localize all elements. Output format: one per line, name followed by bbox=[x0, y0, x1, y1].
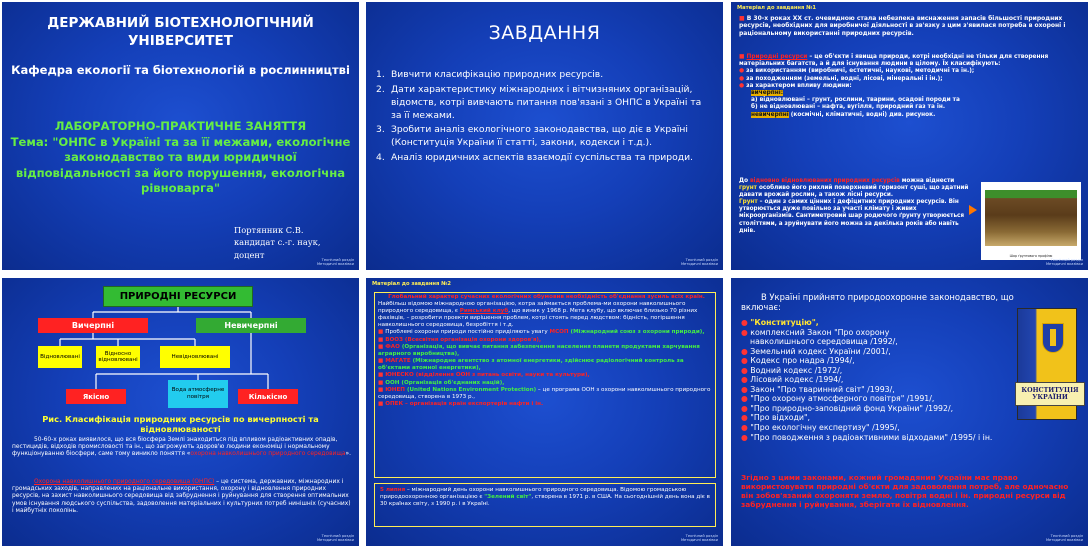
law-item: комплексний Закон "Про охорону bbox=[750, 327, 890, 337]
soil-text: особливо його рихлий поверхневий горизонт суші, що здатний давати врожай рослин, а також лісні ресурси. bbox=[739, 185, 969, 199]
definition-text: – це об'єкти і явища природи, котрі необхідні не тільки для створення матеріальних багатств, а й для існування людини в цілому. Їх класифікують: bbox=[739, 54, 1049, 68]
session-title bbox=[6, 119, 355, 197]
org-text: (United Nations Environment Protection) bbox=[405, 386, 537, 393]
slide-1-title[interactable] bbox=[2, 2, 359, 270]
para-text: Проблемі охорони природи постійно приділяють увагу bbox=[385, 329, 550, 336]
org-text: – організація країн експортерів нафти і ін. bbox=[403, 401, 544, 408]
slide-4-resources-diagram[interactable] bbox=[2, 278, 359, 546]
bullet-icon: ● bbox=[741, 346, 751, 356]
org-term: ООН bbox=[385, 379, 400, 386]
list-item bbox=[376, 83, 713, 122]
inexhaustible-label: невичерпні bbox=[751, 111, 789, 118]
author-degree: кандидат с.-г. наук, bbox=[234, 237, 321, 248]
bullet-icon: ● bbox=[741, 375, 751, 385]
item-number: 2. bbox=[376, 83, 385, 95]
bullet-icon: ● bbox=[741, 413, 751, 423]
org-text: ВООЗ (Всесвітня організація охорони здоров'я), bbox=[385, 336, 542, 343]
bullet-icon: ● bbox=[741, 403, 751, 413]
org-term: ФАО bbox=[385, 343, 400, 350]
footer-line: Технічний розділ bbox=[1050, 533, 1083, 538]
law-item: "Про екологічну експертизу" /1995/, bbox=[750, 423, 900, 433]
bullet-icon: ■ bbox=[378, 372, 386, 379]
law-item-continued: навколишнього середовища /1992/, bbox=[750, 337, 898, 347]
law-item: Кодекс про надра /1994/, bbox=[750, 356, 855, 366]
list-item bbox=[741, 413, 1036, 423]
para-term: Охорона навколишнього природного середовища (ОНПС) bbox=[34, 479, 215, 485]
para-term: охорона навколишнього природного середовища bbox=[190, 451, 346, 458]
list-item bbox=[741, 356, 1036, 366]
footer-line: Технічний розділ bbox=[685, 533, 718, 538]
author-name: Портянник С.В. bbox=[234, 225, 304, 235]
onps-paragraph-2 bbox=[12, 479, 351, 515]
item-text: за характером впливу людини: bbox=[746, 82, 852, 89]
list-item bbox=[741, 347, 1036, 357]
sub-item-a: а) відновлювані – грунт, рослини, тварини, осадові породи та bbox=[751, 97, 960, 104]
slide-footer bbox=[681, 534, 718, 543]
footer-line: Методичні вказівки bbox=[680, 262, 718, 267]
list-item bbox=[741, 375, 1036, 385]
sub-item-b: б) не відновлювані – нафта, вугілля, природний газ та ін. bbox=[751, 104, 946, 111]
organization-item bbox=[378, 358, 715, 372]
list-item bbox=[741, 328, 1036, 338]
box-text: , створена в 1971 р. в США. На сьогоднішній день вона діє в 30 країнах світу, з 1990 р. і в Україні. bbox=[380, 494, 710, 508]
bullet-icon: ● bbox=[741, 365, 751, 375]
list-item bbox=[739, 68, 1082, 75]
bullet-icon: ■ bbox=[739, 15, 747, 22]
quantity-node: Кількісно bbox=[238, 389, 298, 404]
para-text: , що виник у 1968 р. Мета клубу, що включає близько 70 різних фахівців, – розробити проекти вирішення проблем, котрі стоять перед людством: бідність, погіршення навколишнього середовища, безробіття і т.д. bbox=[378, 308, 698, 329]
list-item bbox=[741, 318, 1036, 328]
box-text: – міжнародний день охорони навколишнього природного середовища. Відомою громадською природоохоронною організацією є bbox=[380, 487, 687, 501]
list-item bbox=[741, 385, 1036, 395]
slide-footer bbox=[317, 534, 354, 543]
soil-term-2: Грунт bbox=[739, 199, 758, 206]
law-item: "Про поводження з радіоактивними відходами" /1995/ і ін. bbox=[750, 432, 993, 442]
tasks-list bbox=[376, 68, 713, 165]
para-text: 50-60-х роках виявилося, що вся біосфера Землі знаходиться під впливом радіоактивних опадів, пестицидів, відходів промисловості та ін., що загрожують здоров'ю людини економіці і нормальному функціонуванню біосфери, саме тому виникло поняття « bbox=[12, 437, 338, 458]
footer-line: Методичні вказівки bbox=[316, 538, 354, 543]
inexhaustible-row bbox=[739, 112, 1082, 119]
soil-term: відновно відновлюваних природних ресурсів bbox=[749, 178, 900, 184]
tasks-title: ЗАВДАННЯ bbox=[488, 22, 601, 44]
water-air-node: Вода атмосферне повітря bbox=[168, 380, 228, 408]
soil-text: можна віднести bbox=[899, 178, 955, 184]
department-name: Кафедра екології та біотехнологій в рослинництві bbox=[11, 63, 350, 77]
constitution-book-label: КОНСТИТУЦІЯ УКРАЇНИ bbox=[1015, 382, 1085, 406]
bullet-icon: ■ bbox=[378, 329, 386, 336]
org-text: (Міжнародний союз з охорони природи), bbox=[568, 329, 705, 336]
item-text: Дати характеристику міжнародних і вітчизняних організацій, відомств, котрі вивчають питання пов'язані з ОНПС в Україні та за її межами. bbox=[391, 83, 702, 121]
image-caption: Шар ґрунтового профілю bbox=[1009, 254, 1053, 259]
item-text: за походженням (земельні, водні, лісові, мінеральні і ін.); bbox=[746, 75, 943, 82]
item-number: 1. bbox=[376, 69, 385, 80]
organization-item bbox=[378, 380, 715, 387]
list-item bbox=[376, 123, 713, 149]
bullet-icon: ● bbox=[739, 82, 747, 89]
legislation-list bbox=[741, 318, 1036, 442]
bullet-icon: ● bbox=[739, 75, 747, 82]
law-item: Водний кодекс /1972/, bbox=[750, 365, 843, 375]
bullet-icon: ● bbox=[741, 423, 751, 433]
list-item bbox=[741, 366, 1036, 376]
inexhaustible-node: Невичерпні bbox=[196, 318, 306, 333]
org-text: (Організація, що вивчає питання забезпечення населення планети продуктами харчування аграрного виробництва), bbox=[378, 343, 700, 357]
soil-text: – один з самих цінних і дефіцитних природних ресурсів. Він утворюється дуже повільно за участі клімату і живих мікроорганізмів. Сантиметровий шар родючого ґрунту утворюється століттями, а зруйнувати його можна за декілька років або навіть днів. bbox=[739, 199, 965, 234]
slide-footer bbox=[681, 258, 718, 267]
item-number: 4. bbox=[376, 151, 385, 163]
renewable-node: Відновлювані bbox=[38, 346, 82, 368]
footer-line: Технічний розділ bbox=[321, 257, 354, 262]
law-item: Закон "Про тваринний світ" /1993/, bbox=[750, 384, 895, 394]
bullet-icon: ■ bbox=[378, 379, 386, 386]
bullet-icon: ● bbox=[741, 432, 751, 442]
soil-paragraph bbox=[739, 178, 973, 235]
list-item bbox=[741, 394, 1036, 404]
figure-caption: Рис. Класифікація природних ресурсів по вичерпності та відновлюваності bbox=[42, 414, 319, 434]
bullet-icon: ● bbox=[739, 68, 747, 75]
list-item bbox=[741, 404, 1036, 414]
footer-line: Методичні вказівки bbox=[1045, 538, 1083, 543]
soil-lead: До bbox=[739, 178, 750, 184]
item-text: Вивчити класифікацію природних ресурсів. bbox=[391, 69, 604, 80]
slide-5-task2-material[interactable] bbox=[366, 278, 723, 546]
organizations-paragraph-1 bbox=[378, 301, 715, 329]
definition-term: Природні ресурси bbox=[746, 54, 808, 60]
organization-item bbox=[378, 387, 715, 401]
bullet-icon: ● bbox=[741, 384, 751, 394]
bullet-icon: ● bbox=[741, 394, 751, 404]
slide-3-task1-material[interactable] bbox=[731, 2, 1088, 270]
list-item bbox=[741, 423, 1036, 433]
organization-item bbox=[378, 337, 715, 344]
slide-6-legislation[interactable] bbox=[731, 278, 1088, 546]
soil-profile-image bbox=[981, 182, 1081, 260]
quality-node: Якісно bbox=[66, 389, 126, 404]
org-term: ЮНЕСКО bbox=[385, 372, 414, 379]
trident-emblem-icon bbox=[1042, 323, 1064, 353]
law-item: "Про охорону атмосферного повітря" /1991/, bbox=[750, 394, 935, 404]
para-text: Найбільш відомою міжнародною організацією, котра займається проблема-ми охорони навколишнього природного середовища, є bbox=[378, 301, 686, 315]
constitution-item: "Конституцію", bbox=[750, 318, 819, 327]
session-topic: Тема: "ОНПС в Україні та за її межами, екологічне законодавство та види юридичної відповідальності за його порушення, екологічна рівноварга" bbox=[10, 134, 351, 195]
org-text: – це програма ООН з охорони навколишнього природного середовища, створена в 1973 р., bbox=[378, 386, 711, 400]
organizations-text bbox=[378, 294, 715, 408]
org-term: МСОП bbox=[549, 329, 569, 336]
natural-resources-node: ПРИРОДНІ РЕСУРСИ bbox=[103, 286, 253, 307]
intro-paragraph bbox=[739, 15, 1082, 37]
item-text: за використанням (виробничі, естетичні, наукові, методичні та ін.); bbox=[746, 68, 975, 75]
slide-footer bbox=[1046, 258, 1083, 267]
list-item bbox=[376, 68, 713, 81]
org-text: (відділення ООН з питань освіти, науки та культури), bbox=[413, 372, 590, 379]
footer-line: Методичні вказівки bbox=[680, 538, 718, 543]
bullet-icon: ● bbox=[741, 356, 751, 366]
date-term: 5 липня bbox=[380, 487, 406, 493]
onps-paragraph-1 bbox=[12, 437, 351, 459]
soil-word: грунт bbox=[739, 185, 757, 192]
footer-line: Технічний розділ bbox=[321, 533, 354, 538]
bullet-icon: ■ bbox=[378, 401, 386, 408]
list-item bbox=[376, 151, 713, 164]
para-text: – це система, державних, міжнародних і громадських заходів, направлених на раціональне використання, охорону і відновлення природних ресурсів, на захист навколишнього середовища від забруднення і руйнування для створення оптимальних умов існування людського суспільства, задоволення матеріальних і культурних потреб нинішніх (сучасних) і майбутніх поколінь. bbox=[12, 479, 351, 514]
inexhaustible-text: (космічні, кліматичні, водні) див. рисунок. bbox=[788, 111, 936, 118]
definition bbox=[739, 54, 1082, 68]
list-item bbox=[739, 83, 1082, 90]
item-text: Зробити аналіз екологічного законодавства, що діє в Україні (Конституція України її статті, закони, кодекси і т.д.). bbox=[391, 124, 688, 148]
slide-footer bbox=[1046, 534, 1083, 543]
bullet-icon: ● bbox=[741, 327, 751, 337]
green-world-term: "Зелений світ" bbox=[484, 494, 532, 501]
footer-line: Технічний розділ bbox=[1050, 257, 1083, 262]
arrow-right-icon bbox=[969, 205, 977, 215]
law-item: "Про природно-заповідний фонд України" /1992/, bbox=[750, 403, 954, 413]
slide-footer bbox=[317, 258, 354, 267]
org-term: ОПЕК bbox=[385, 401, 404, 408]
bullet-icon: ■ bbox=[378, 358, 386, 365]
author-block bbox=[234, 224, 320, 261]
org-term: МАГАТЕ bbox=[385, 358, 411, 365]
organization-item bbox=[378, 401, 715, 408]
soil-layers-illustration bbox=[985, 190, 1077, 246]
footer-line: Методичні вказівки bbox=[316, 262, 354, 267]
para-text: ». bbox=[345, 451, 352, 458]
item-number: 3. bbox=[376, 124, 385, 135]
author-position: доцент bbox=[234, 249, 265, 260]
club-term: Римський клуб bbox=[459, 308, 509, 315]
org-text: (Організація об'єднаних націй), bbox=[399, 379, 505, 386]
exhaustible-label: вичерпні: bbox=[751, 90, 784, 97]
organization-item bbox=[378, 329, 715, 336]
university-name: ДЕРЖАВНИЙ БІОТЕХНОЛОГІЧНИЙ УНІВЕРСИТЕТ bbox=[47, 15, 314, 49]
organization-item bbox=[378, 372, 715, 379]
green-world-box bbox=[374, 483, 716, 527]
bullet-icon: ■ bbox=[378, 343, 386, 350]
footer-line: Методичні вказівки bbox=[1045, 262, 1083, 267]
org-term: ЮНЕП bbox=[385, 386, 405, 393]
bullet-icon: ■ bbox=[739, 54, 747, 60]
bullet-icon: ● bbox=[741, 318, 751, 327]
organization-item bbox=[378, 344, 715, 358]
relatively-renewable-node: Відносно відновлювані bbox=[96, 346, 140, 368]
law-item: Лісовий кодекс /1994/, bbox=[750, 375, 844, 385]
slide-header: Матеріал до завдання №1 bbox=[737, 5, 816, 11]
org-text: (Міжнародне агентство з атомної енергетики, здійснює радіологічний контроль за об'єктами атомної енергетики), bbox=[378, 358, 684, 372]
law-item: "Про відходи", bbox=[750, 413, 811, 423]
exhaustible-node: Вичерпні bbox=[38, 318, 148, 333]
session-label: ЛАБОРАТОРНО-ПРАКТИЧНЕ ЗАНЯТТЯ bbox=[54, 119, 307, 133]
citizen-rights-note: Згідно з цими законами, кожний громадянин України має право використовувати природні об'єкти для задоволення потреб, але одночасно він зобов'язаний охороняти землю, повітря водні і ін. природні ресурси від забруднення і руйнування, зберігати їх відновлення. bbox=[741, 473, 1069, 509]
slide-2-tasks[interactable] bbox=[366, 2, 723, 270]
intro-text: В 30-х роках ХХ ст. очевидною стала небезпека виснаження запасів більшості природних ресурсів, необхідних для виробничої діяльності в зв'язку з цим з'явилася потреба в охороні і раціональному використанні природних ресурсів. bbox=[739, 15, 1066, 37]
legislation-intro: В Україні прийнято природоохоронне законодавство, що включає: bbox=[741, 292, 1014, 312]
item-text: Аналіз юридичних аспектів взаємодії суспільства та природи. bbox=[391, 151, 693, 163]
organizations-title: Глобальний характер сучасних екологічних обумовив необхідність об'єднання зусиль всіх країн. bbox=[388, 294, 705, 300]
slide-header: Матеріал до завдання №2 bbox=[372, 281, 451, 287]
exhaustible-label-row bbox=[739, 90, 1082, 97]
list-item bbox=[741, 433, 1036, 443]
nonrenewable-node: Невідновлювані bbox=[160, 346, 230, 368]
footer-line: Технічний розділ bbox=[685, 257, 718, 262]
bullet-icon: ■ bbox=[378, 336, 386, 343]
bullet-icon: ■ bbox=[378, 386, 386, 393]
classification-block bbox=[739, 54, 1082, 119]
law-item: Земельний кодекс України /2001/, bbox=[750, 346, 891, 356]
list-item bbox=[739, 76, 1082, 83]
